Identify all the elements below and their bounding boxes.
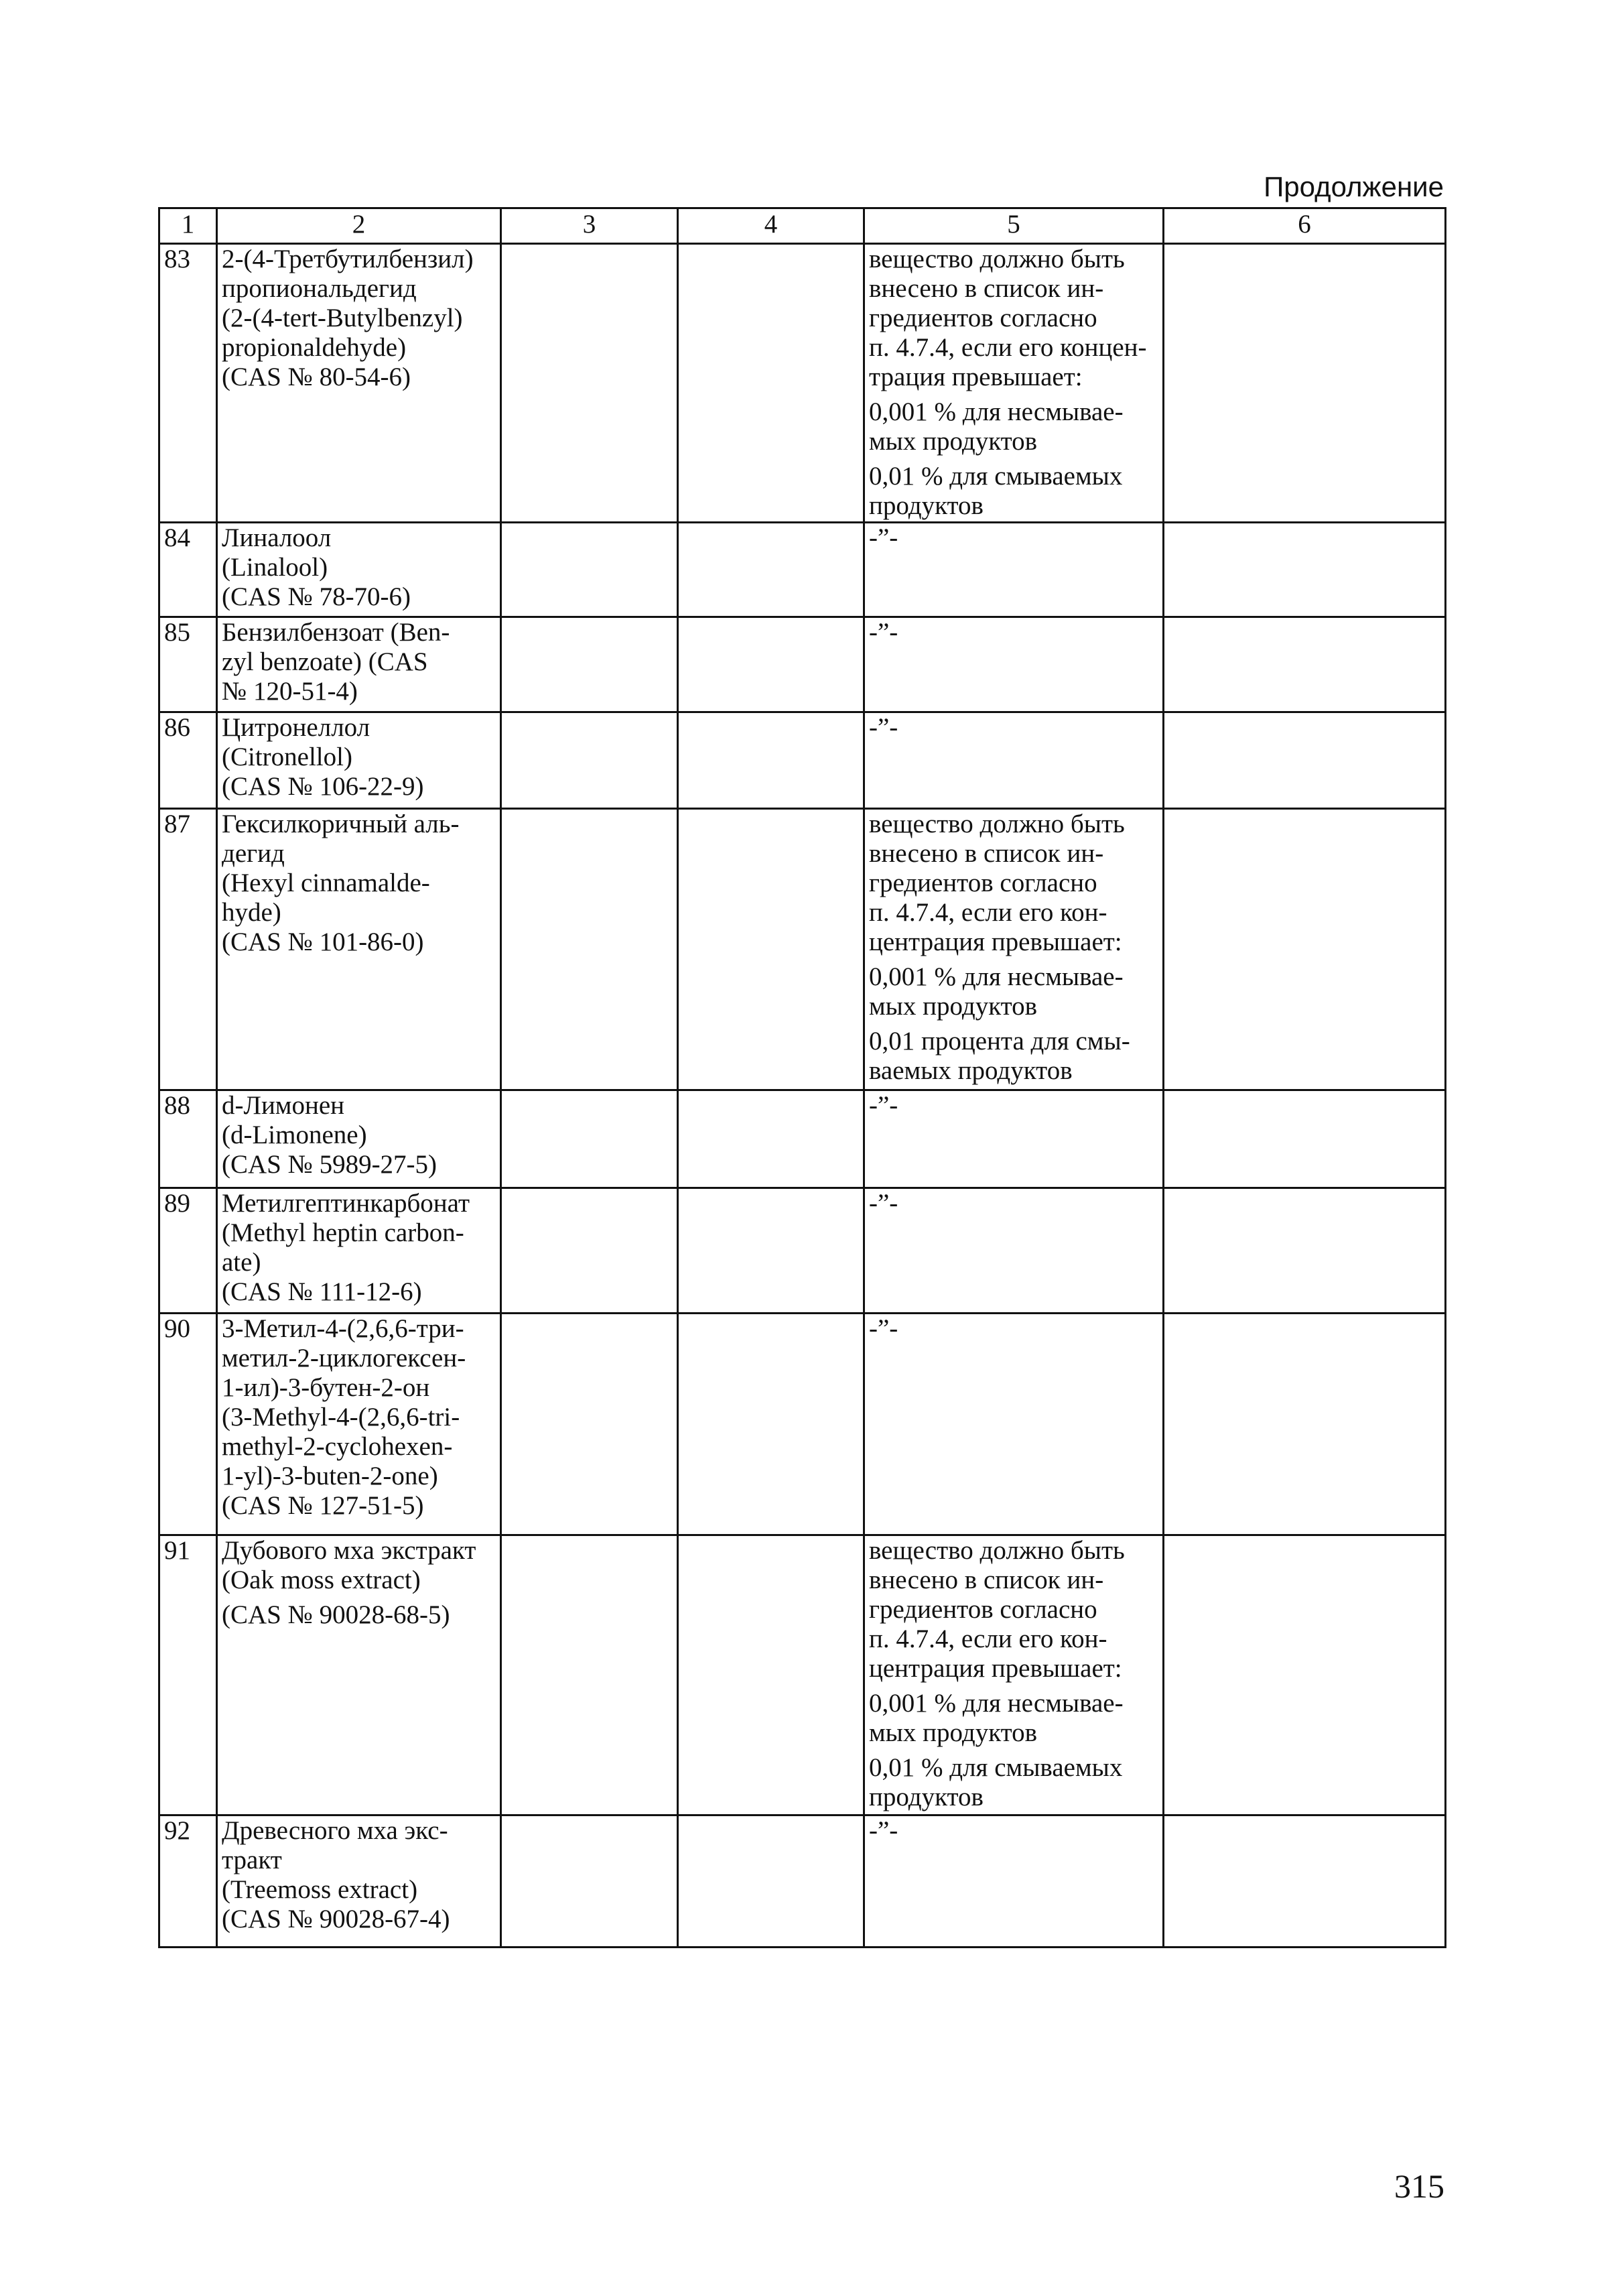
requirement-line: вещество должно быть [869, 245, 1125, 273]
substance-name-line: тракт [222, 1846, 282, 1874]
substance-name-cell [217, 1188, 501, 1314]
continuation-label: Продолжение [1264, 171, 1444, 202]
substance-name-line: hyde) [222, 898, 281, 927]
empty-cell [501, 712, 678, 809]
ditto-mark: -”- [864, 1090, 1164, 1188]
row-number: 83 [159, 244, 217, 523]
substance-name-line: (Treemoss extract) [222, 1875, 418, 1904]
table-row [159, 1090, 1446, 1188]
empty-cell [501, 1090, 678, 1188]
requirement-text [869, 245, 1158, 392]
substance-name-cell [217, 617, 501, 712]
column-header: 5 [864, 208, 1164, 244]
requirement-cell [864, 244, 1164, 523]
requirement-line: гредиентов согласно [869, 304, 1097, 332]
table-row [159, 244, 1446, 523]
requirement-line: внесено в список ин- [869, 839, 1104, 868]
requirement-line: внесено в список ин- [869, 274, 1104, 303]
substance-name-line: (2-(4-tert-Butylbenzyl) [222, 304, 463, 332]
column-header: 4 [678, 208, 864, 244]
threshold-line: продуктов [869, 1783, 984, 1811]
threshold-line: мых продуктов [869, 992, 1038, 1021]
substance-name-line: (Linalool) [222, 553, 328, 582]
empty-cell [501, 617, 678, 712]
substance-name-line: (d-Limonene) [222, 1121, 367, 1149]
threshold-line: мых продуктов [869, 1718, 1038, 1747]
substance-name-cell [217, 712, 501, 809]
substance-name-line: 2-(4-Третбутилбензил) [222, 245, 474, 273]
empty-cell [678, 1535, 864, 1815]
empty-cell [1164, 617, 1446, 712]
requirement-line: п. 4.7.4, если его кон- [869, 1624, 1107, 1653]
table-row [159, 1535, 1446, 1815]
column-header: 2 [217, 208, 501, 244]
substance-name-line: (CAS № 127-51-5) [222, 1491, 424, 1520]
threshold-line: 0,001 % для несмывае- [869, 1689, 1124, 1718]
substance-name-line: (CAS № 111-12-6) [222, 1277, 422, 1306]
substance-name-line: ate) [222, 1248, 261, 1277]
requirement-text [869, 1536, 1158, 1683]
substance-name-line: № 120-51-4) [222, 677, 358, 706]
empty-cell [1164, 1090, 1446, 1188]
empty-cell [678, 712, 864, 809]
page-number: 315 [1394, 2167, 1444, 2205]
empty-cell [501, 1188, 678, 1314]
substance-name-line: Древесного мха экс- [222, 1816, 448, 1845]
empty-cell [1164, 1815, 1446, 1948]
substance-name-line: (Oak moss extract) [222, 1566, 421, 1594]
empty-cell [1164, 1188, 1446, 1314]
threshold-rinse-off [869, 1753, 1158, 1812]
empty-cell [501, 244, 678, 523]
threshold-leave-on [869, 397, 1158, 456]
requirement-line: п. 4.7.4, если его кон- [869, 898, 1107, 927]
empty-cell [678, 1815, 864, 1948]
threshold-leave-on [869, 962, 1158, 1021]
table-row [159, 1815, 1446, 1948]
column-header: 1 [159, 208, 217, 244]
substance-name-line: 1-ил)-3-бутен-2-он [222, 1373, 430, 1402]
ditto-mark: -”- [864, 523, 1164, 617]
table-row [159, 1314, 1446, 1535]
row-number: 89 [159, 1188, 217, 1314]
threshold-leave-on [869, 1689, 1158, 1748]
substance-name-line: пропиональдегид [222, 274, 417, 303]
substance-name-line: Метилгептинкарбонат [222, 1189, 470, 1218]
ingredients-table [158, 207, 1446, 1948]
empty-cell [678, 1090, 864, 1188]
empty-cell [678, 1314, 864, 1535]
empty-cell [501, 1314, 678, 1535]
row-number: 84 [159, 523, 217, 617]
requirement-line: трация превышает: [869, 363, 1083, 391]
ditto-mark: -”- [864, 1188, 1164, 1314]
empty-cell [678, 523, 864, 617]
ditto-mark: -”- [864, 712, 1164, 809]
threshold-line: 0,001 % для несмывае- [869, 397, 1124, 426]
substance-name-line: Бензилбензоат (Ben- [222, 618, 450, 647]
requirement-line: центрация превышает: [869, 928, 1122, 956]
threshold-line: мых продуктов [869, 427, 1038, 456]
substance-name-line: (CAS № 106-22-9) [222, 772, 424, 801]
row-number: 87 [159, 809, 217, 1090]
substance-name-cell [217, 1090, 501, 1188]
table-header-row [159, 208, 1446, 244]
empty-cell [678, 809, 864, 1090]
requirement-line: вещество должно быть [869, 1536, 1125, 1565]
row-number: 85 [159, 617, 217, 712]
threshold-line: 0,01 процента для смы- [869, 1027, 1130, 1056]
requirement-line: вещество должно быть [869, 810, 1125, 838]
requirement-line: п. 4.7.4, если его концен- [869, 333, 1147, 362]
substance-name-line: (CAS № 5989-27-5) [222, 1150, 437, 1179]
empty-cell [678, 1188, 864, 1314]
substance-name-cell [217, 244, 501, 523]
substance-name-cell [217, 523, 501, 617]
requirement-line: внесено в список ин- [869, 1566, 1104, 1594]
ditto-mark: -”- [864, 1314, 1164, 1535]
empty-cell [1164, 809, 1446, 1090]
substance-name-line: дегид [222, 839, 285, 868]
substance-name-line: Гексилкоричный аль- [222, 810, 460, 838]
substance-name-line: (CAS № 90028-68-5) [222, 1600, 450, 1629]
empty-cell [501, 523, 678, 617]
substance-name-line: (Methyl heptin carbon- [222, 1218, 464, 1247]
column-header: 3 [501, 208, 678, 244]
threshold-line: 0,01 % для смываемых [869, 1753, 1123, 1782]
substance-name-line: 1-yl)-3-buten-2-one) [222, 1462, 438, 1490]
empty-cell [1164, 244, 1446, 523]
table-row [159, 617, 1446, 712]
substance-name-line: Дубового мха экстракт [222, 1536, 476, 1565]
substance-name-line: 3-Метил-4-(2,6,6-три- [222, 1314, 464, 1343]
substance-name-line: (Hexyl cinnamalde- [222, 869, 430, 897]
row-number: 92 [159, 1815, 217, 1948]
requirement-cell [864, 809, 1164, 1090]
requirement-line: центрация превышает: [869, 1654, 1122, 1683]
ditto-mark: -”- [864, 1815, 1164, 1948]
substance-name-cell [217, 1314, 501, 1535]
row-number: 88 [159, 1090, 217, 1188]
requirement-line: гредиентов согласно [869, 1595, 1097, 1624]
threshold-line: 0,001 % для несмывае- [869, 962, 1124, 991]
empty-cell [1164, 523, 1446, 617]
ditto-mark: -”- [864, 617, 1164, 712]
substance-name-cell [217, 809, 501, 1090]
threshold-rinse-off [869, 462, 1158, 521]
empty-cell [501, 809, 678, 1090]
table-row [159, 712, 1446, 809]
empty-cell [1164, 1535, 1446, 1815]
substance-name-line: d-Лимонен [222, 1091, 345, 1120]
threshold-line: ваемых продуктов [869, 1056, 1073, 1085]
empty-cell [678, 617, 864, 712]
requirement-cell [864, 1535, 1164, 1815]
requirement-text [869, 810, 1158, 957]
threshold-rinse-off [869, 1027, 1158, 1086]
substance-name-line: zyl benzoate) (CAS [222, 647, 428, 676]
substance-name-line: (Citronellol) [222, 743, 352, 771]
substance-name-line: (CAS № 78-70-6) [222, 582, 411, 611]
empty-cell [501, 1815, 678, 1948]
row-number: 91 [159, 1535, 217, 1815]
table-row [159, 523, 1446, 617]
empty-cell [1164, 1314, 1446, 1535]
substance-name-cell [217, 1535, 501, 1815]
empty-cell [1164, 712, 1446, 809]
substance-name-line: methyl-2-cyclohexen- [222, 1432, 453, 1461]
empty-cell [678, 244, 864, 523]
row-number: 86 [159, 712, 217, 809]
table-row [159, 1188, 1446, 1314]
substance-name-line: (CAS № 101-86-0) [222, 928, 424, 956]
column-header: 6 [1164, 208, 1446, 244]
threshold-line: продуктов [869, 491, 984, 520]
threshold-line: 0,01 % для смываемых [869, 462, 1123, 491]
empty-cell [501, 1535, 678, 1815]
substance-name-line: (3-Methyl-4-(2,6,6-tri- [222, 1403, 460, 1431]
substance-name-line: Линалоол [222, 523, 332, 552]
substance-name-line: метил-2-циклогексен- [222, 1344, 466, 1373]
substance-name-line: propionaldehyde) [222, 333, 407, 362]
row-number: 90 [159, 1314, 217, 1535]
substance-name-cell [217, 1815, 501, 1948]
substance-name-line: (CAS № 80-54-6) [222, 363, 411, 391]
requirement-line: гредиентов согласно [869, 869, 1097, 897]
substance-name-line: (CAS № 90028-67-4) [222, 1905, 450, 1933]
table-row [159, 809, 1446, 1090]
substance-name-line: Цитронеллол [222, 713, 370, 742]
